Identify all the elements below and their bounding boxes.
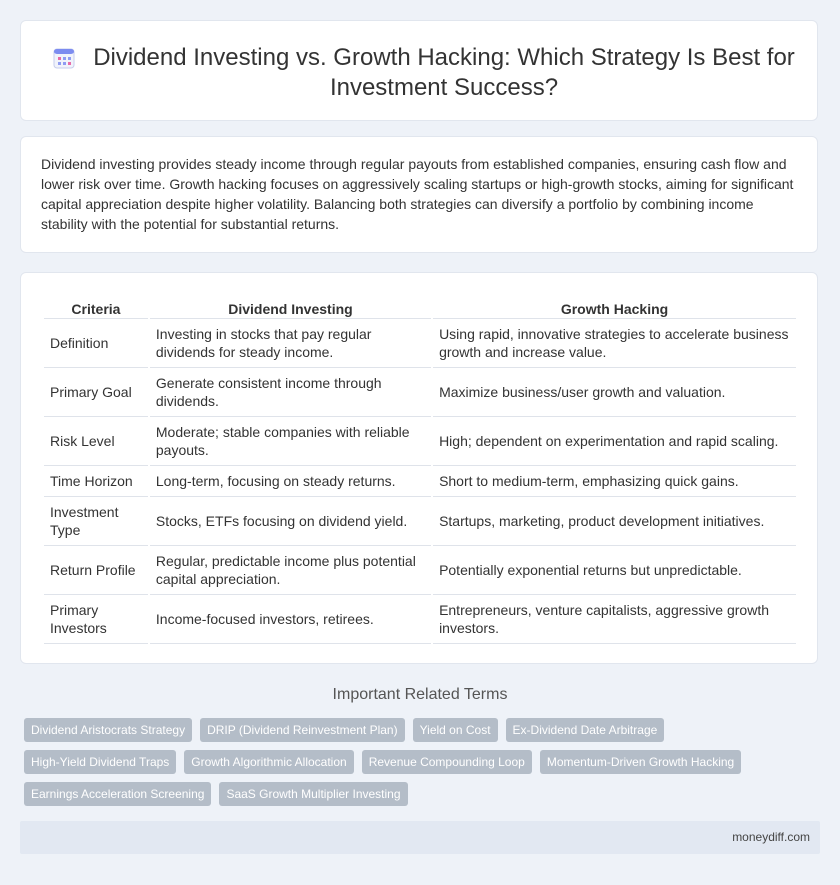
row-criteria: Definition — [44, 319, 148, 368]
row-criteria: Investment Type — [44, 497, 148, 546]
header-dividend-investing: Dividend Investing — [150, 296, 431, 319]
header-criteria: Criteria — [44, 296, 148, 319]
row-growth: Short to medium-term, emphasizing quick gains. — [433, 466, 796, 497]
row-growth: Potentially exponential returns but unpredictable. — [433, 546, 796, 595]
table-row — [44, 497, 796, 546]
intro-paragraph: Dividend investing provides steady income through regular payouts from established companies, ensuring cash flow and lower risk over time. Growth hacking focuses on aggressively scaling startups or high-growth stocks, aiming for significant capital appreciation despite higher volatility. Balancing both strategies can diversify a portfolio by combining income stability with the potential for substantial returns. — [41, 156, 794, 232]
related-terms-heading: Important Related Terms — [332, 686, 508, 703]
footer — [20, 821, 820, 854]
table-row — [44, 319, 796, 368]
term-tag[interactable]: Growth Algorithmic Allocation — [184, 750, 353, 774]
title-card — [20, 20, 818, 121]
term-tag[interactable]: SaaS Growth Multiplier Investing — [219, 782, 407, 806]
row-growth: Startups, marketing, product development initiatives. — [433, 497, 796, 546]
row-dividend: Regular, predictable income plus potential capital appreciation. — [150, 546, 431, 595]
row-dividend: Moderate; stable companies with reliable payouts. — [150, 417, 431, 466]
table-row — [44, 417, 796, 466]
term-tag[interactable]: Ex-Dividend Date Arbitrage — [506, 718, 665, 742]
row-dividend: Long-term, focusing on steady returns. — [150, 466, 431, 497]
row-criteria: Primary Investors — [44, 595, 148, 644]
table-row — [44, 368, 796, 417]
row-criteria: Return Profile — [44, 546, 148, 595]
page-title: Dividend Investing vs. Growth Hacking: Which Strategy Is Best for Investment Success? — [93, 44, 795, 101]
comparison-table — [42, 296, 798, 644]
table-row — [44, 595, 796, 644]
row-growth: High; dependent on experimentation and rapid scaling. — [433, 417, 796, 466]
row-dividend: Investing in stocks that pay regular dividends for steady income. — [150, 319, 431, 368]
row-dividend: Generate consistent income through dividends. — [150, 368, 431, 417]
row-growth: Using rapid, innovative strategies to accelerate business growth and increase value. — [433, 319, 796, 368]
intro-card — [20, 136, 818, 253]
row-growth: Entrepreneurs, venture capitalists, aggressive growth investors. — [433, 595, 796, 644]
row-growth: Maximize business/user growth and valuation. — [433, 368, 796, 417]
term-tag[interactable]: Momentum-Driven Growth Hacking — [540, 750, 741, 774]
term-tag[interactable]: Revenue Compounding Loop — [362, 750, 532, 774]
term-tag[interactable]: High-Yield Dividend Traps — [24, 750, 176, 774]
row-dividend: Income-focused investors, retirees. — [150, 595, 431, 644]
row-criteria: Time Horizon — [44, 466, 148, 497]
row-criteria: Risk Level — [44, 417, 148, 466]
term-tag[interactable]: Yield on Cost — [413, 718, 498, 742]
row-criteria: Primary Goal — [44, 368, 148, 417]
table-row — [44, 466, 796, 497]
table-row — [44, 546, 796, 595]
term-tag[interactable]: DRIP (Dividend Reinvestment Plan) — [200, 718, 405, 742]
term-tag[interactable]: Earnings Acceleration Screening — [24, 782, 211, 806]
row-dividend: Stocks, ETFs focusing on dividend yield. — [150, 497, 431, 546]
related-terms-list — [24, 718, 824, 814]
calendar-icon — [53, 47, 75, 69]
term-tag[interactable]: Dividend Aristocrats Strategy — [24, 718, 192, 742]
header-growth-hacking: Growth Hacking — [433, 296, 796, 319]
footer-site-link[interactable]: moneydiff.com — [732, 830, 810, 844]
table-header-row — [44, 296, 796, 319]
comparison-table-card — [20, 272, 818, 664]
